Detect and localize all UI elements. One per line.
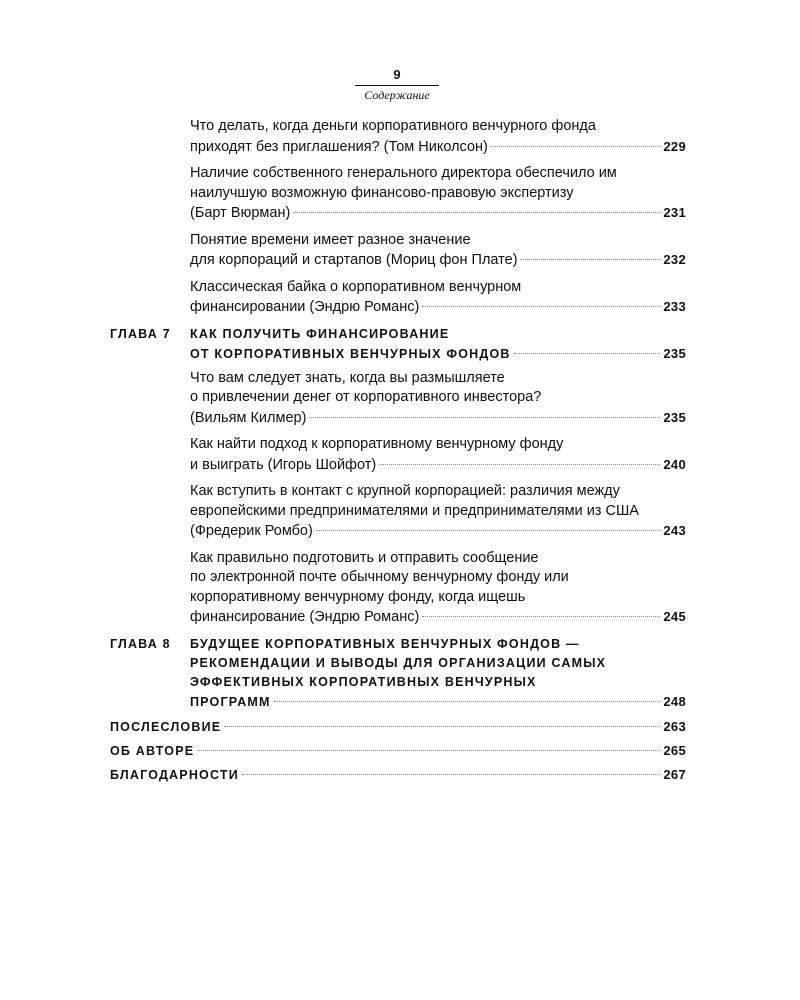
entry-title-line: Что делать, когда деньги корпоративного венчурного фонда	[190, 118, 596, 134]
entry-title	[110, 741, 686, 761]
toc-entry	[110, 369, 686, 429]
page-ref: 235	[663, 409, 686, 425]
dot-leader	[491, 146, 661, 147]
entry-title-line: Как найти подход к корпоративному венчурному фонду	[190, 436, 564, 452]
entry-title-line: корпоративному венчурному фонду, когда ищешь	[190, 588, 526, 605]
page-number: 9	[393, 67, 401, 82]
entry-title	[190, 635, 686, 712]
toc-entry	[110, 435, 686, 475]
toc-entry	[110, 549, 686, 628]
entry-title	[190, 278, 686, 318]
toc-entry	[110, 231, 686, 271]
dot-leader	[197, 750, 660, 751]
dot-leader	[242, 774, 661, 775]
entry-title-text: для корпораций и стартапов (Мориц фон Плате)	[190, 252, 518, 268]
entry-title	[190, 231, 686, 271]
dot-leader	[422, 616, 660, 617]
entry-title-text: (Вильям Килмер)	[190, 409, 307, 426]
dot-leader	[514, 353, 661, 354]
page-header	[355, 67, 439, 102]
entry-title-line	[190, 408, 686, 429]
entry-title-line	[190, 137, 686, 158]
page-ref: 231	[663, 205, 686, 220]
toc-entry	[110, 117, 686, 157]
toc-entry	[110, 164, 686, 224]
entry-title-line: РЕКОМЕНДАЦИИ И ВЫВОДЫ ДЛЯ ОРГАНИЗАЦИИ САМЫХ	[190, 655, 607, 670]
toc-chapter-entry	[110, 325, 686, 364]
page-ref: 245	[663, 609, 686, 624]
entry-title-line	[190, 607, 686, 628]
toc-section-entry	[110, 717, 686, 737]
entry-title-line: европейскими предпринимателями и предпринимателями из США	[190, 502, 639, 519]
entry-title-text: ПРОГРАММ	[190, 694, 271, 709]
page-ref: 232	[663, 252, 686, 267]
dot-leader	[224, 726, 660, 727]
dot-leader	[274, 701, 661, 702]
dot-leader	[521, 259, 661, 260]
entry-title-line	[110, 741, 686, 761]
dot-leader	[316, 530, 661, 531]
toc-section-entry	[110, 741, 686, 761]
entry-title	[190, 435, 686, 475]
entry-title-text: (Барт Вюрман)	[190, 205, 291, 221]
entry-title-text: (Фредерик Ромбо)	[190, 523, 313, 539]
page-ref: 240	[663, 456, 686, 472]
entry-title-line: по электронной почте обычному венчурному фонду или	[190, 569, 569, 585]
entry-title-line	[190, 455, 686, 476]
page-ref: 229	[663, 138, 686, 154]
entry-title-text: ПОСЛЕСЛОВИЕ	[110, 719, 222, 734]
entry-title-line: КАК ПОЛУЧИТЬ ФИНАНСИРОВАНИЕ	[190, 326, 450, 341]
page-ref: 265	[663, 742, 686, 758]
entry-title	[190, 117, 686, 157]
page-ref: 233	[663, 299, 686, 314]
entry-title	[190, 369, 686, 429]
entry-title-line: Как вступить в контакт с крупной корпорацией: различия между	[190, 483, 620, 499]
chapter-label: ГЛАВА 8	[110, 636, 171, 651]
entry-title	[190, 549, 686, 628]
entry-title-line	[110, 717, 686, 737]
entry-title-text: ОТ КОРПОРАТИВНЫХ ВЕНЧУРНЫХ ФОНДОВ	[190, 346, 511, 361]
entry-title-line	[190, 250, 686, 271]
entry-title-line: Как правильно подготовить и отправить сообщение	[190, 549, 539, 566]
entry-title-line: ЭФФЕКТИВНЫХ КОРПОРАТИВНЫХ ВЕНЧУРНЫХ	[190, 674, 537, 689]
entry-title-text: финансировании (Эндрю Романс)	[190, 299, 420, 315]
entry-title-line	[190, 344, 686, 364]
page-ref: 263	[663, 718, 686, 734]
dot-leader	[309, 417, 660, 418]
entry-title-text: БЛАГОДАРНОСТИ	[110, 767, 239, 782]
toc-entry	[110, 482, 686, 542]
entry-title-line: Классическая байка о корпоративном венчурном	[190, 278, 522, 295]
entry-title-line: о привлечении денег от корпоративного инвестора?	[190, 389, 542, 405]
entry-title-text: и выиграть (Игорь Шойфот)	[190, 456, 377, 473]
entry-title-line: БУДУЩЕЕ КОРПОРАТИВНЫХ ВЕНЧУРНЫХ ФОНДОВ —	[190, 636, 580, 651]
entry-title-line: Наличие собственного генерального директора обеспечило им	[190, 165, 617, 181]
entry-title-line: Понятие времени имеет разное значение	[190, 231, 471, 248]
entry-title-line	[110, 765, 686, 785]
page-ref: 267	[663, 766, 686, 782]
entry-title-text: финансирование (Эндрю Романс)	[190, 609, 420, 625]
dot-leader	[379, 464, 660, 465]
toc-entry	[110, 278, 686, 318]
dot-leader	[422, 306, 660, 307]
entry-title	[190, 164, 686, 224]
entry-title	[110, 765, 686, 785]
table-of-contents	[110, 117, 686, 789]
entry-title	[110, 717, 686, 737]
entry-title-line	[190, 521, 686, 542]
page-ref: 235	[663, 345, 686, 361]
entry-title-line: наилучшую возможную финансово-правовую экспертизу	[190, 184, 574, 201]
page-ref: 248	[663, 693, 686, 709]
page-ref: 243	[663, 523, 686, 538]
entry-title-line	[190, 692, 686, 712]
toc-section-entry	[110, 765, 686, 785]
running-title: Содержание	[364, 88, 430, 102]
entry-title	[190, 325, 686, 364]
header-rule	[355, 85, 439, 86]
entry-title-line	[190, 297, 686, 318]
entry-title-text: ОБ АВТОРЕ	[110, 743, 195, 758]
chapter-label: ГЛАВА 7	[110, 326, 171, 341]
toc-chapter-entry	[110, 635, 686, 712]
dot-leader	[293, 212, 660, 213]
entry-title-text: приходят без приглашения? (Том Николсон)	[190, 138, 488, 155]
entry-title	[190, 482, 686, 542]
entry-title-line	[190, 203, 686, 224]
entry-title-line: Что вам следует знать, когда вы размышляете	[190, 369, 505, 386]
